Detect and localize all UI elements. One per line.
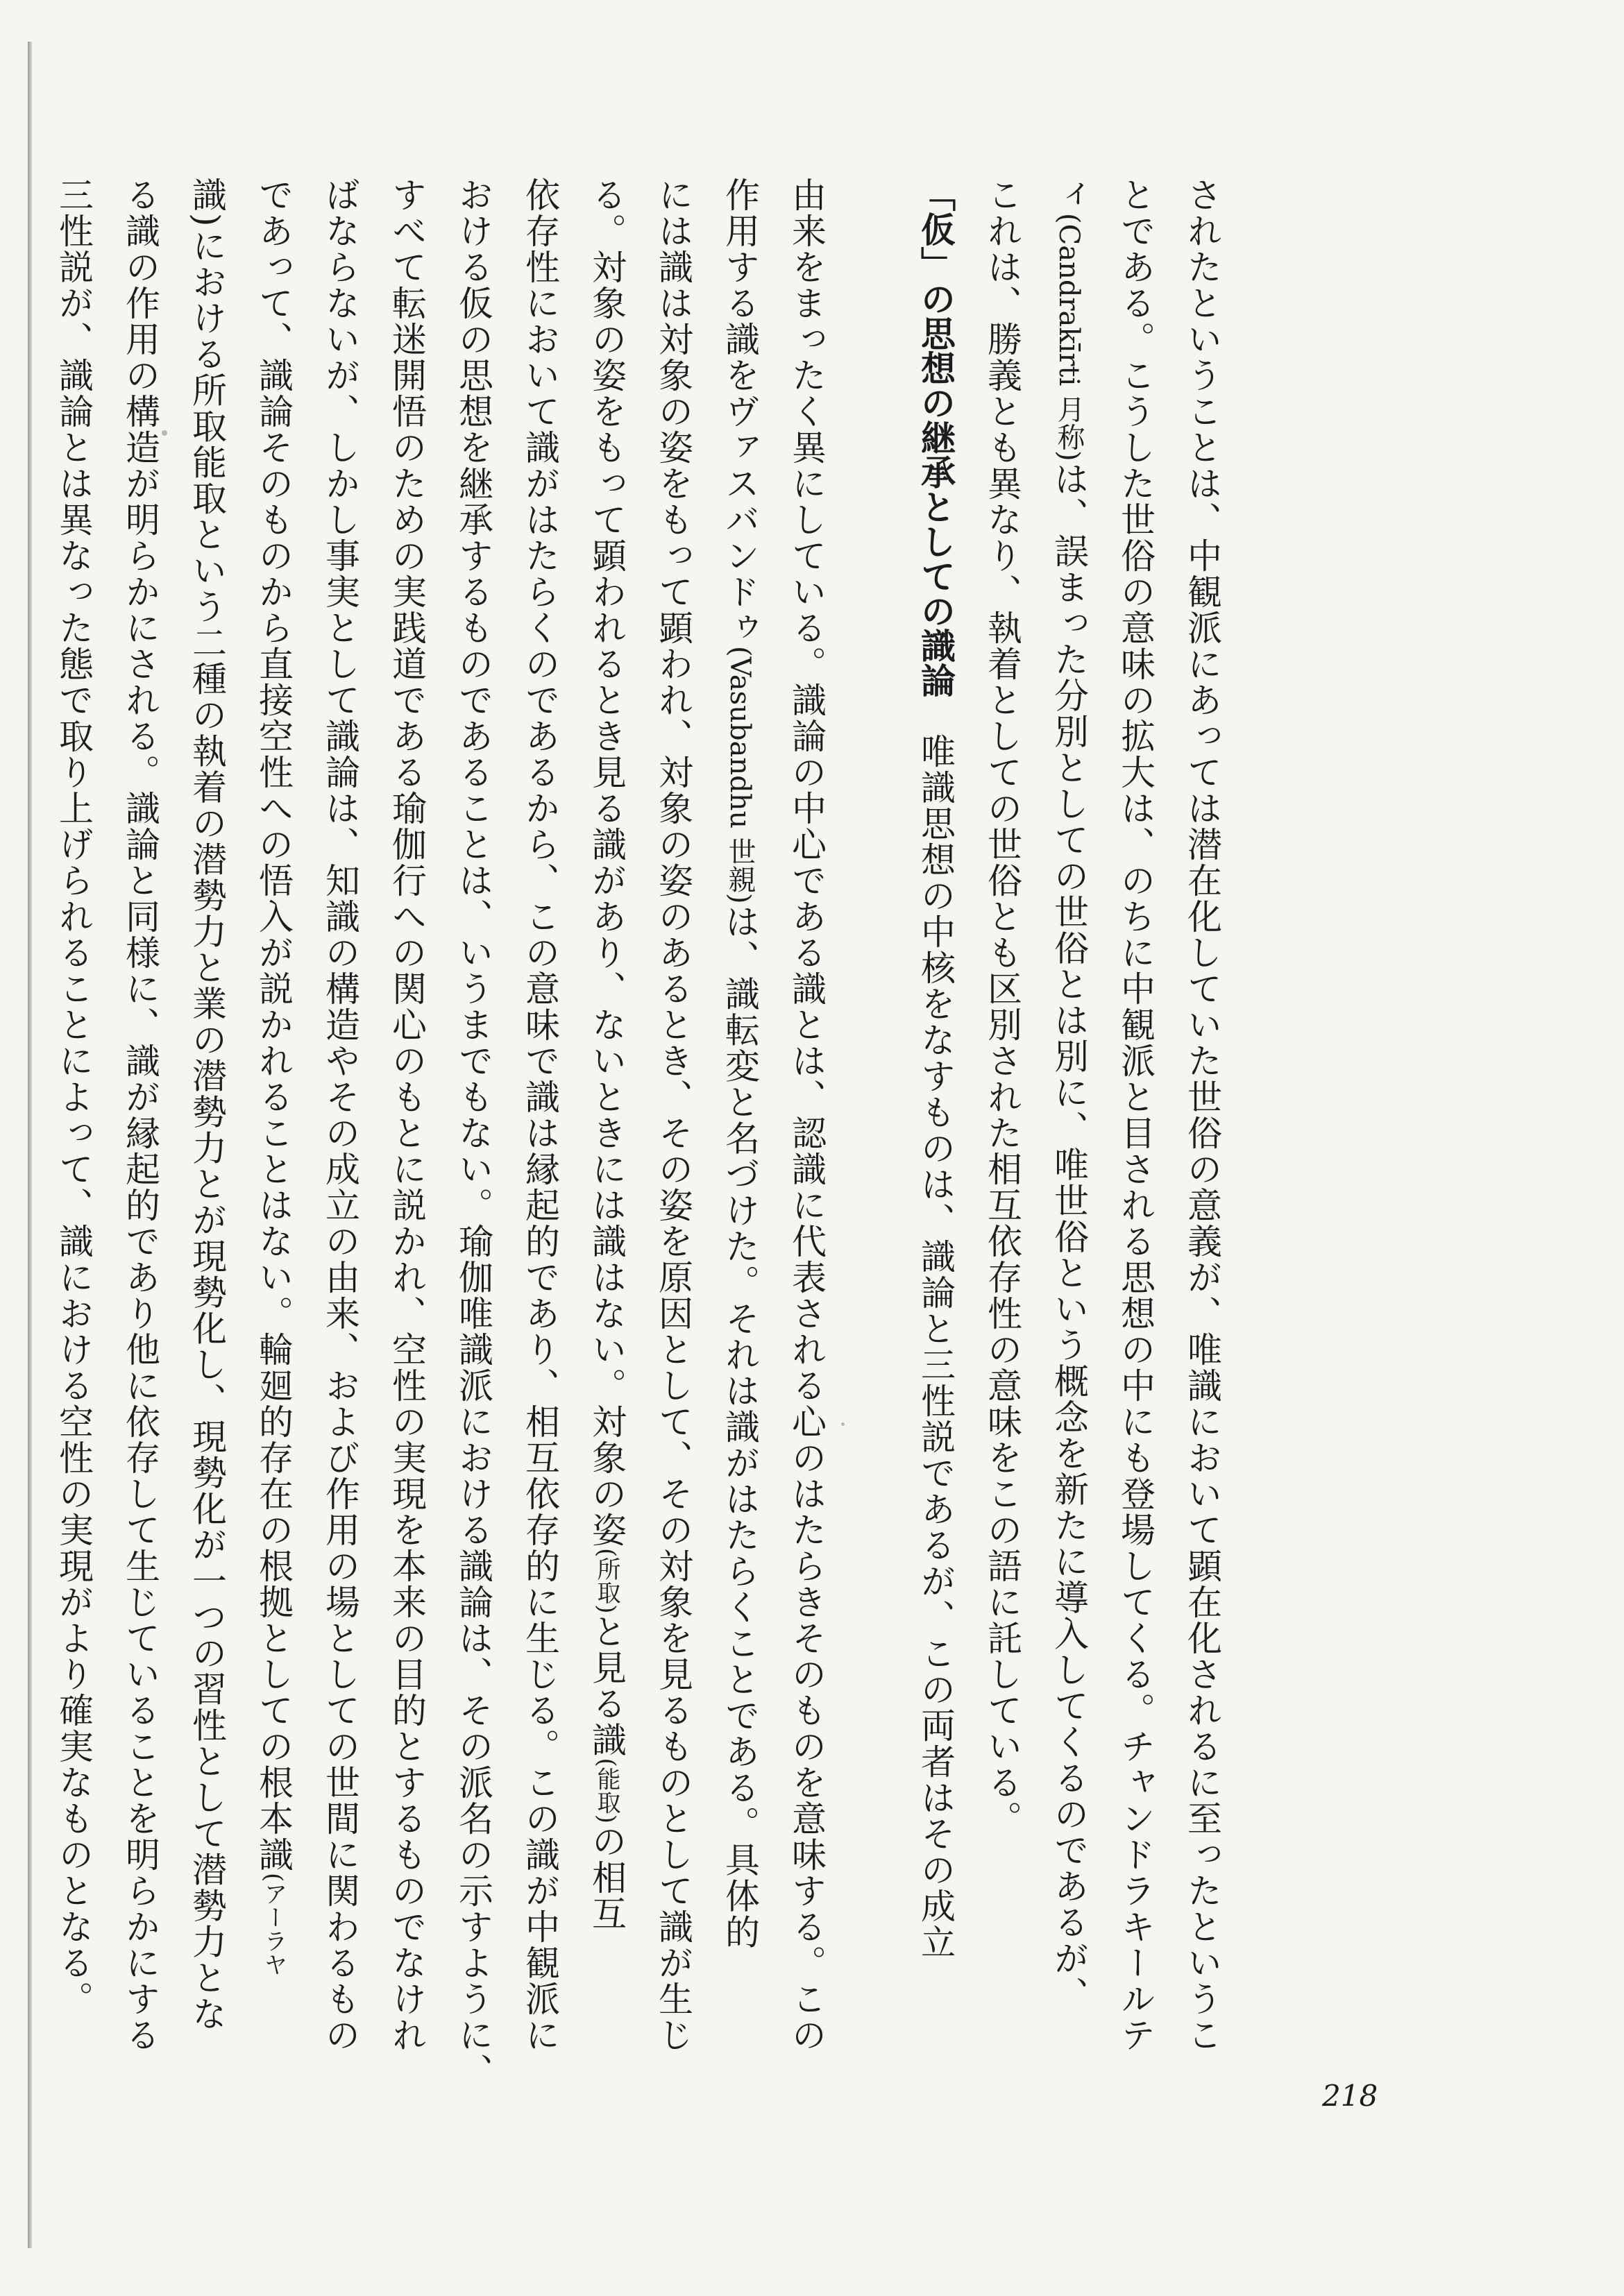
text-line-10: 依存性において識がはたらくのであるから、この意味で識は縁起的であり、相互依存的に生じる。この識が中観派に [520, 177, 560, 2053]
section-start-line [902, 177, 969, 2036]
text-line-4: これは、勝義とも異なり、執着としての世俗とも区別された相互依存性の意味をこの語に託している。 [982, 177, 1022, 1837]
text-line-3: ィ(Candrakīrti 月称)は、誤まった分別としての世俗とは別に、唯世俗という概念を新たに導入してくるのであるが、 [1049, 177, 1089, 2013]
text-line-9: る。対象の姿をもって顕われるとき見る識があり、ないときには識はない。対象の姿(所取)と見る識(能取)の相互 [586, 177, 627, 1932]
text-line-11: おける仮の思想を継承するものであることは、いうまでもない。瑜伽唯識派における識論は、その派名の示すように、 [453, 177, 493, 2089]
text-line-8: には識は対象の姿をもって顕われ、対象の姿のあるとき、その姿を原因として、その対象を見るものとして識が生じ [653, 177, 693, 2053]
binding-edge [28, 42, 32, 2248]
text-line-14: であって、識論そのものから直接空性への悟入が説かれることはない。輪廻的存在の根拠としての根本識(アーラヤ [253, 177, 294, 1977]
section-heading: 「仮」の思想の継承としての識論 [915, 177, 956, 697]
text-line-16: る識の作用の構造が明らかにされる。識論と同様に、識が縁起的であり他に依存して生じていることを明らかにする [120, 177, 160, 2053]
section-intro: 唯識思想の中核をなすものは、識論と三性説であるが、この両者はその成立 [915, 733, 956, 1960]
text-line-1: されたということは、中観派にあっては潜在化していた世俗の意義が、唯識において顕在化されるに至ったというこ [1182, 177, 1222, 2053]
text-line-13: ばならないが、しかし事実として識論は、知識の構造やその成立の由来、および作用の場としての世間に関わるもの [320, 177, 360, 2053]
text-line-15: 識)における所取能取という二種の執着の潜勢力と業の潜勢力とが現勢化し、現勢化が一つの習性として潜勢力とな [187, 177, 227, 2032]
text-line-7: 作用する識をヴァスバンドゥ(Vasubandhu 世親)は、識転変と名づけた。それは識がはたらくことである。具体的 [720, 177, 760, 1950]
text-line-2: とである。こうした世俗の意味の拡大は、のちに中観派と目される思想の中にも登場してくる。チャンドラキールテ [1115, 177, 1156, 2053]
vertical-text-body [40, 177, 1235, 2089]
text-line-12: すべて転迷開悟のための実践道である瑜伽行への関心のもとに説かれ、空性の実現を本来の目的とするものでなけれ [387, 177, 427, 2053]
text-line-6: 由来をまったく異にしている。識論の中心である識とは、認識に代表される心のはたらきそのものを意味する。この [786, 177, 827, 2053]
text-line-17: 三性説が、識論とは異なった態で取り上げられることによって、識における空性の実現がより確実なものとなる。 [53, 177, 94, 2017]
page-number: 218 [1322, 2079, 1378, 2113]
